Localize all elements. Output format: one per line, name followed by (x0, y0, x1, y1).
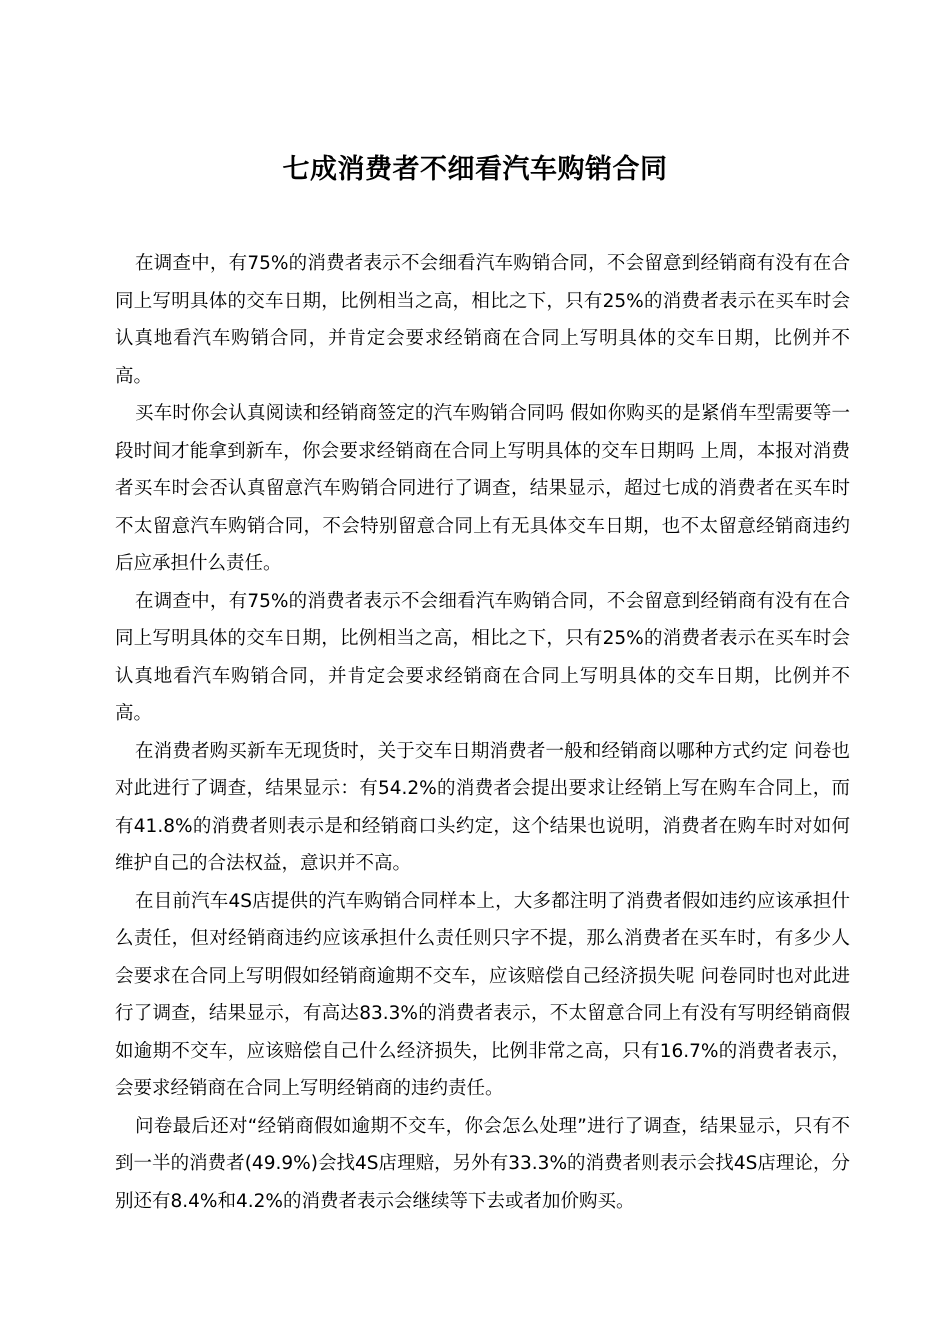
document-title: 七成消费者不细看汽车购销合同 (282, 154, 668, 186)
paragraph: 买车时你会认真阅读和经销商签定的汽车购销合同吗 假如你购买的是紧俏车型需要等一段时间才能拿到新车，你会要求经销商在合同上写明具体的交车日期吗 上周，本报对消费者买车时会否认真留意汽车购销合同进行了调查，结果显示，超过七成的消费者在买车时不太留意汽车购销合同，不会特别留意合同上有无具体交车日期，也不太留意经销商违约后应承担什么责任。 (115, 403, 850, 574)
paragraph: 问卷最后还对“经销商假如逾期不交车，你会怎么处理”进行了调查，结果显示，只有不到一半的消费者(49.9%)会找4S店理赔，另外有33.3%的消费者则表示会找4S店理论，分别还有8.4%和4.2%的消费者表示会继续等下去或者加价购买。 (115, 1115, 850, 1212)
paragraph: 在调查中，有75%的消费者表示不会细看汽车购销合同，不会留意到经销商有没有在合同上写明具体的交车日期，比例相当之高，相比之下，只有25%的消费者表示在买车时会认真地看汽车购销合同，并肯定会要求经销商在合同上写明具体的交车日期，比例并不高。 (115, 253, 850, 387)
paragraph: 在消费者购买新车无现货时，关于交车日期消费者一般和经销商以哪种方式约定 问卷也对此进行了调查，结果显示：有54.2%的消费者会提出要求让经销上写在购车合同上，而有41.8%的消费者则表示是和经销商口头约定，这个结果也说明，消费者在购车时对如何维护自己的合法权益，意识并不高。 (115, 740, 850, 874)
document-body (115, 245, 850, 1220)
paragraph: 在目前汽车4S店提供的汽车购销合同样本上，大多都注明了消费者假如违约应该承担什么责任，但对经销商违约应该承担什么责任则只字不提，那么消费者在买车时，有多少人会要求在合同上写明假如经销商逾期不交车，应该赔偿自己经济损失呢 问卷同时也对此进行了调查，结果显示，有高达83.3%的消费者表示，不太留意合同上有没有写明经销商假如逾期不交车，应该赔偿自己什么经济损失，比例非常之高，只有16.7%的消费者表示，会要求经销商在合同上写明经销商的违约责任。 (115, 890, 850, 1099)
paragraph: 在调查中，有75%的消费者表示不会细看汽车购销合同，不会留意到经销商有没有在合同上写明具体的交车日期，比例相当之高，相比之下，只有25%的消费者表示在买车时会认真地看汽车购销合同，并肯定会要求经销商在合同上写明具体的交车日期，比例并不高。 (115, 590, 850, 724)
